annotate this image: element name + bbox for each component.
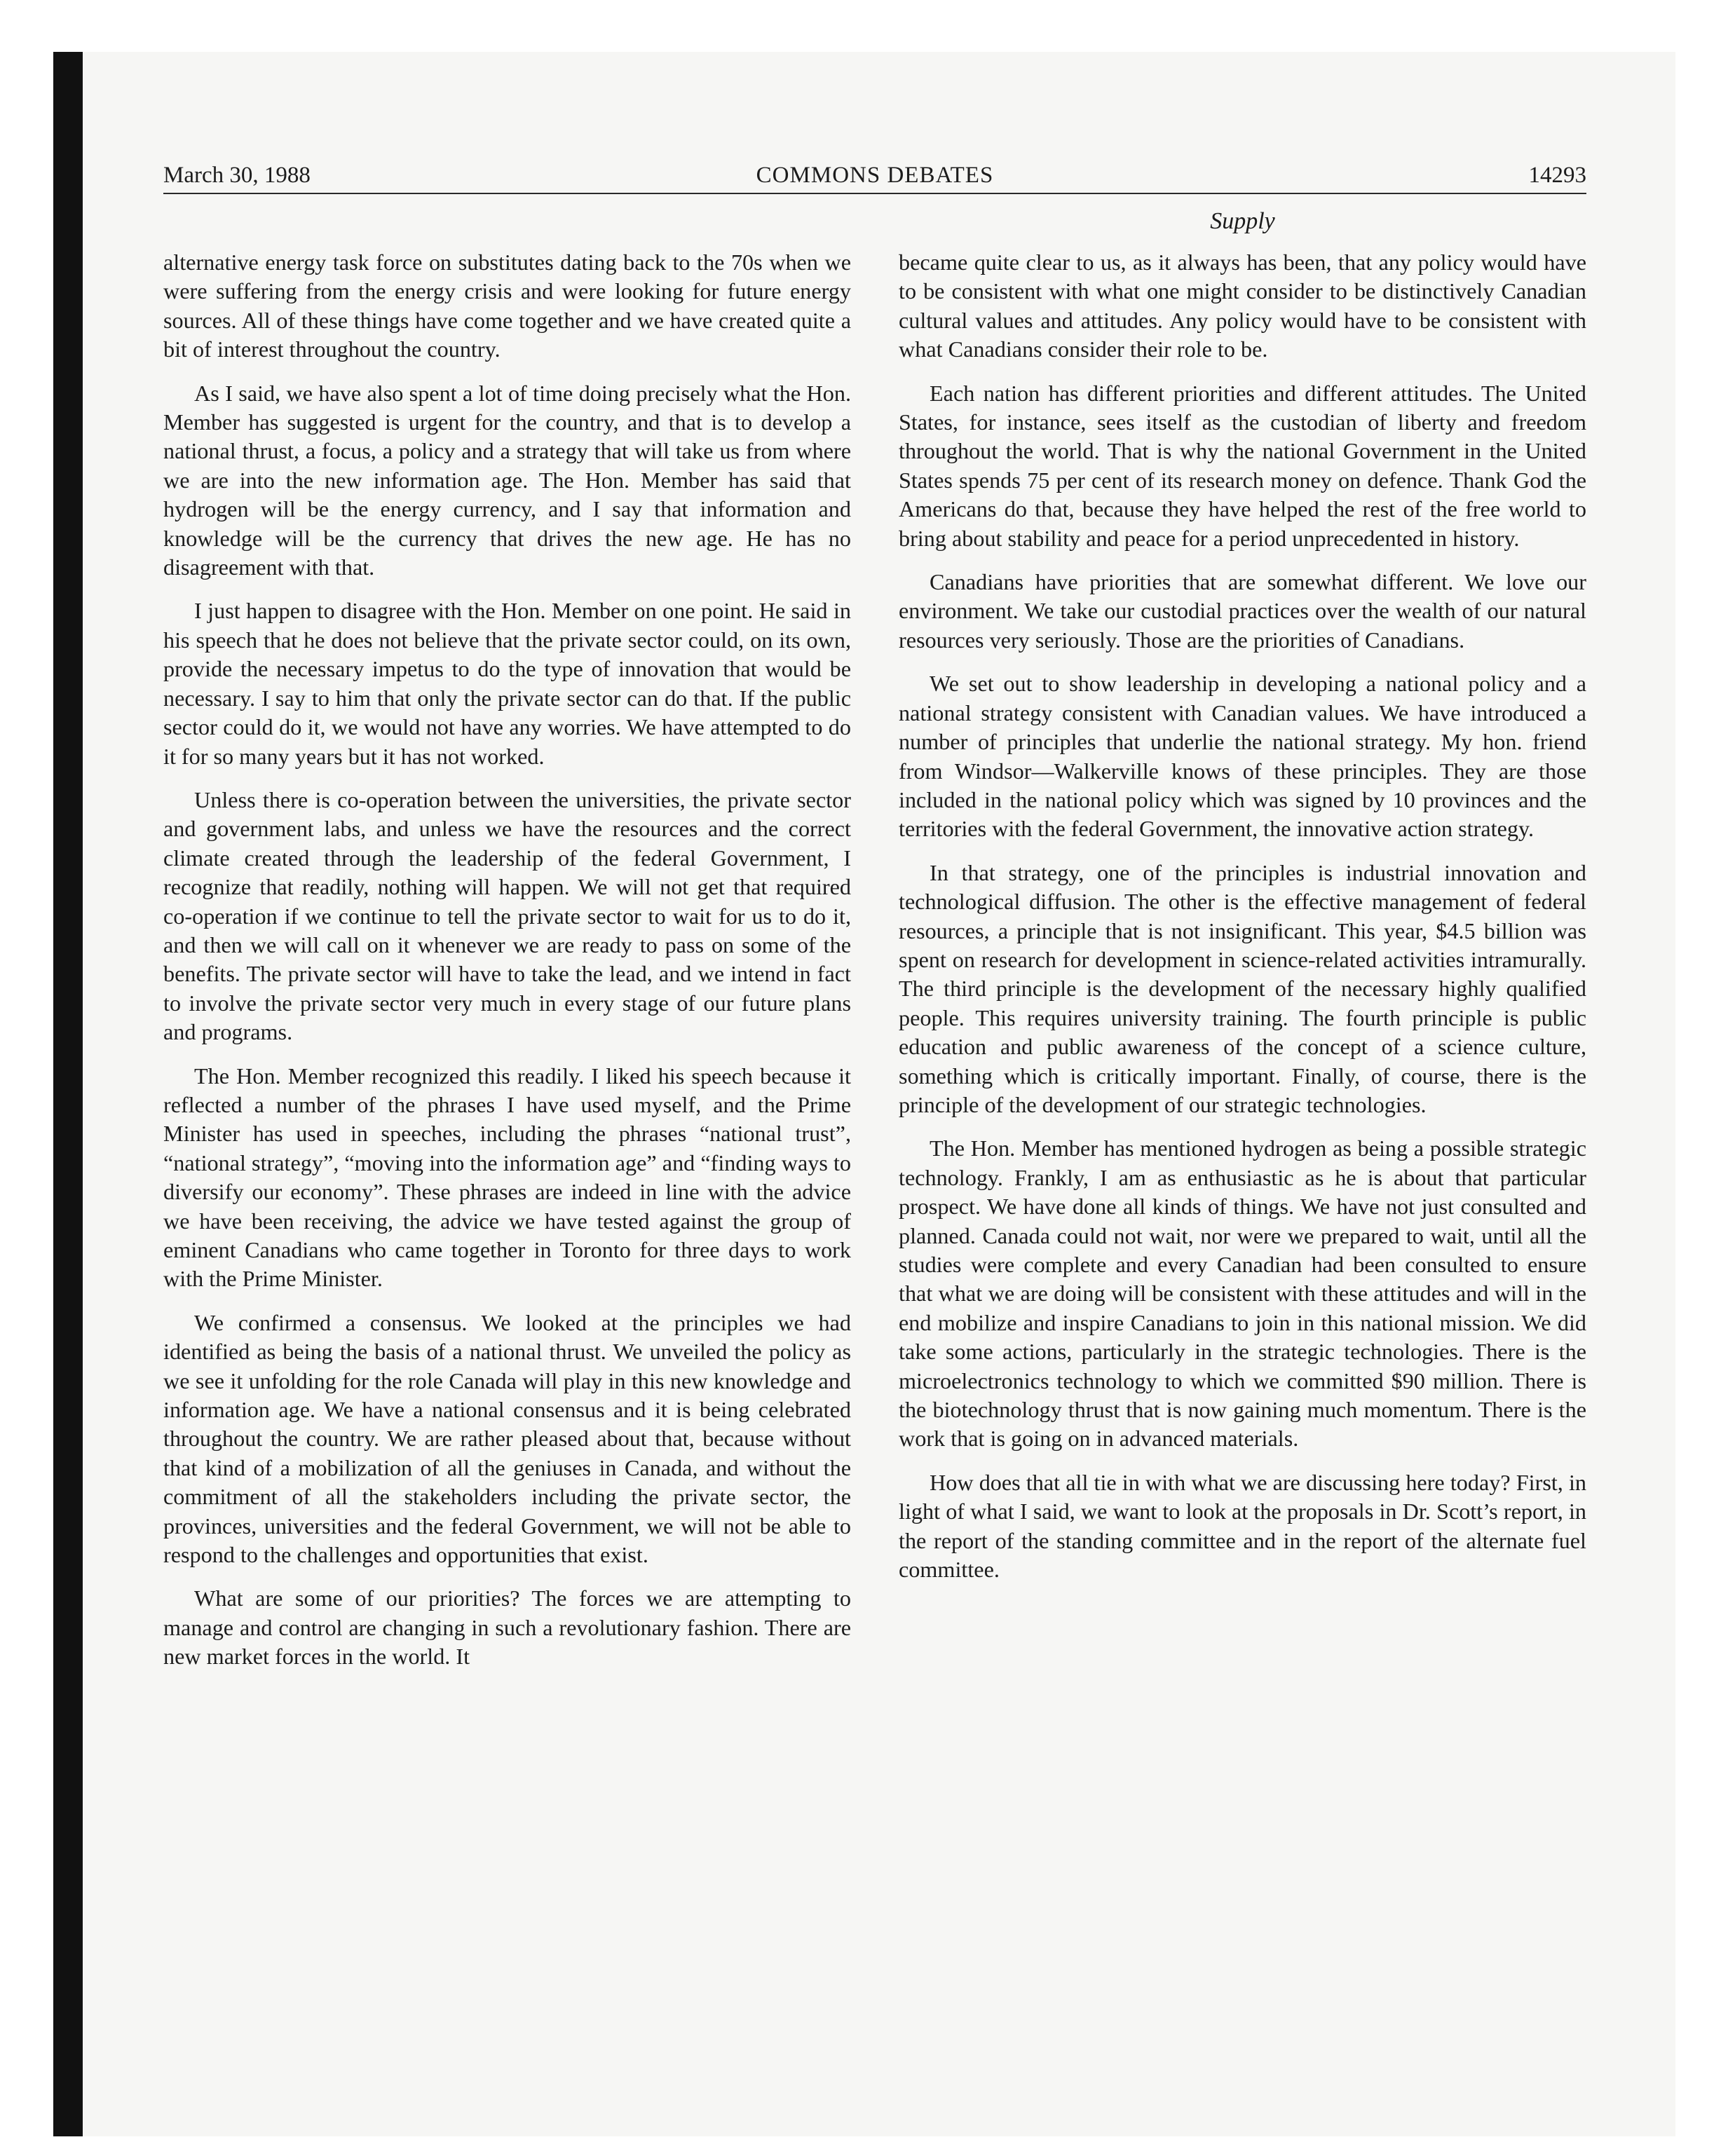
binding-edge (53, 52, 83, 2136)
running-header (163, 160, 1586, 193)
header-rule (163, 193, 1586, 194)
header-journal-title: COMMONS DEBATES (756, 163, 994, 188)
header-date: March 30, 1988 (163, 163, 311, 188)
paragraph: In that strategy, one of the principles is industrial innovation and technological diffusion. The other is the effective management of federal resources, a principle that is not insignificant. This year, $4.5 billion was spent on research for development in science-related activities intramurally. The third principle is the development of the necessary highly qualified people. This requires university training. The fourth principle is public education and public awareness of the concept of a science culture, something which is critically important. Finally, of course, there is the principle of the development of our strategic technologies. (899, 859, 1586, 1117)
header-page-number: 14293 (1528, 163, 1586, 188)
left-column (163, 248, 851, 1686)
paragraph: Each nation has different priorities and different attitudes. The United States, for instance, sees itself as the custodian of liberty and freedom throughout the world. That is why the national Government in the United States spends 75 per cent of its research money on defence. Thank God the Americans do that, because they have helped the rest of the free world to bring about stability and peace for a period unprecedented in history. (899, 380, 1586, 551)
paragraph: The Hon. Member recognized this readily. I liked his speech because it reflected a number of the phrases I have used myself, and the Prime Minister has used in speeches, including the phrases “national trust”, “national strategy”, “moving into the information age” and “finding ways to diversify our economy”. These phrases are indeed in line with the advice we have been receiving, the advice we have tested against the group of eminent Canadians who came together in Toronto for three days to work with the Prime Minister. (163, 1063, 851, 1292)
paragraph: I just happen to disagree with the Hon. Member on one point. He said in his speech that he does not believe that the private sector could, on its own, provide the necessary impetus to do the type of innovation that would be necessary. I say to him that only the private sector can do that. If the public sector could do it, we would not have any worries. We have attempted to do it for so many years but it has not worked. (163, 598, 851, 769)
paragraph: The Hon. Member has mentioned hydrogen as being a possible strategic technology. Frankly, I am as enthusiastic as he is about that particular prospect. We have done all kinds of things. We have not just consulted and planned. Canada could not wait, nor were we prepared to wait, until all the studies were complete and every Canadian had been consulted to ensure that what we are doing will be consistent with these attitudes and will in the end mobilize and inspire Canadians to join in this national mission. We did take some actions, particularly in the strategic technologies. There is the microelectronics technology to which we committed $90 million. There is the biotechnology thrust that is now gaining much momentum. There is the work that is going on in advanced materials. (899, 1135, 1586, 1452)
paragraph: What are some of our priorities? The forces we are attempting to manage and control are changing in such a revolutionary fashion. There are new market forces in the world. It (163, 1585, 851, 1670)
paragraph: alternative energy task force on substitutes dating back to the 70s when we were suffering from the energy crisis and were looking for future energy sources. All of these things have come together and we have created quite a bit of interest throughout the country. (163, 250, 851, 362)
paragraph: We confirmed a consensus. We looked at the principles we had identified as being the basis of a national thrust. We unveiled the policy as we see it unfolding for the role Canada will play in this new knowledge and information age. We have a national consensus and it is being celebrated throughout the country. We are rather pleased about that, because without that kind of a mobilization of all the geniuses in Canada, and without the commitment of all the stakeholders including the private sector, the provinces, universities and the federal Government, we will not be able to respond to the challenges and opportunities that exist. (163, 1309, 851, 1568)
paragraph: We set out to show leadership in developing a national policy and a national strategy consistent with Canadian values. We have introduced a number of principles that underlie the national strategy. My hon. friend from Windsor—Walkerville knows of these principles. They are those included in the national policy which was signed by 10 provinces and the territories with the federal Government, the innovative action strategy. (899, 671, 1586, 842)
paragraph: Canadians have priorities that are somewhat different. We love our environment. We take our custodial practices over the wealth of our natural resources very seriously. Those are the priorities of Canadians. (899, 569, 1586, 653)
section-title: Supply (1210, 208, 1275, 234)
paragraph: became quite clear to us, as it always has been, that any policy would have to be consistent with what one might consider to be distinctively Canadian cultural values and attitudes. Any policy would have to be consistent with what Canadians consider their role to be. (899, 250, 1586, 362)
paragraph: Unless there is co-operation between the universities, the private sector and government labs, and unless we have the resources and the correct climate created through the leadership of the federal Government, I recognize that readily, nothing will happen. We will not get that required co-operation if we continue to tell the private sector to wait for us to do it, and then we will call on it whenever we are ready to pass on some of the benefits. The private sector will have to take the lead, and we intend in fact to involve the private sector very much in every stage of our future plans and programs. (163, 786, 851, 1045)
paragraph: How does that all tie in with what we are discussing here today? First, in light of what I said, we want to look at the proposals in Dr. Scott’s report, in the report of the standing committee and in the report of the alternate fuel committee. (899, 1469, 1586, 1583)
paragraph: As I said, we have also spent a lot of time doing precisely what the Hon. Member has suggested is urgent for the country, and that is to develop a national thrust, a focus, a policy and a strategy that will take us from where we are into the new information age. The Hon. Member has said that hydrogen will be the energy currency, and I say that information and knowledge will be the currency that drives the new age. He has no disagreement with that. (163, 380, 851, 580)
right-column (899, 248, 1586, 1599)
